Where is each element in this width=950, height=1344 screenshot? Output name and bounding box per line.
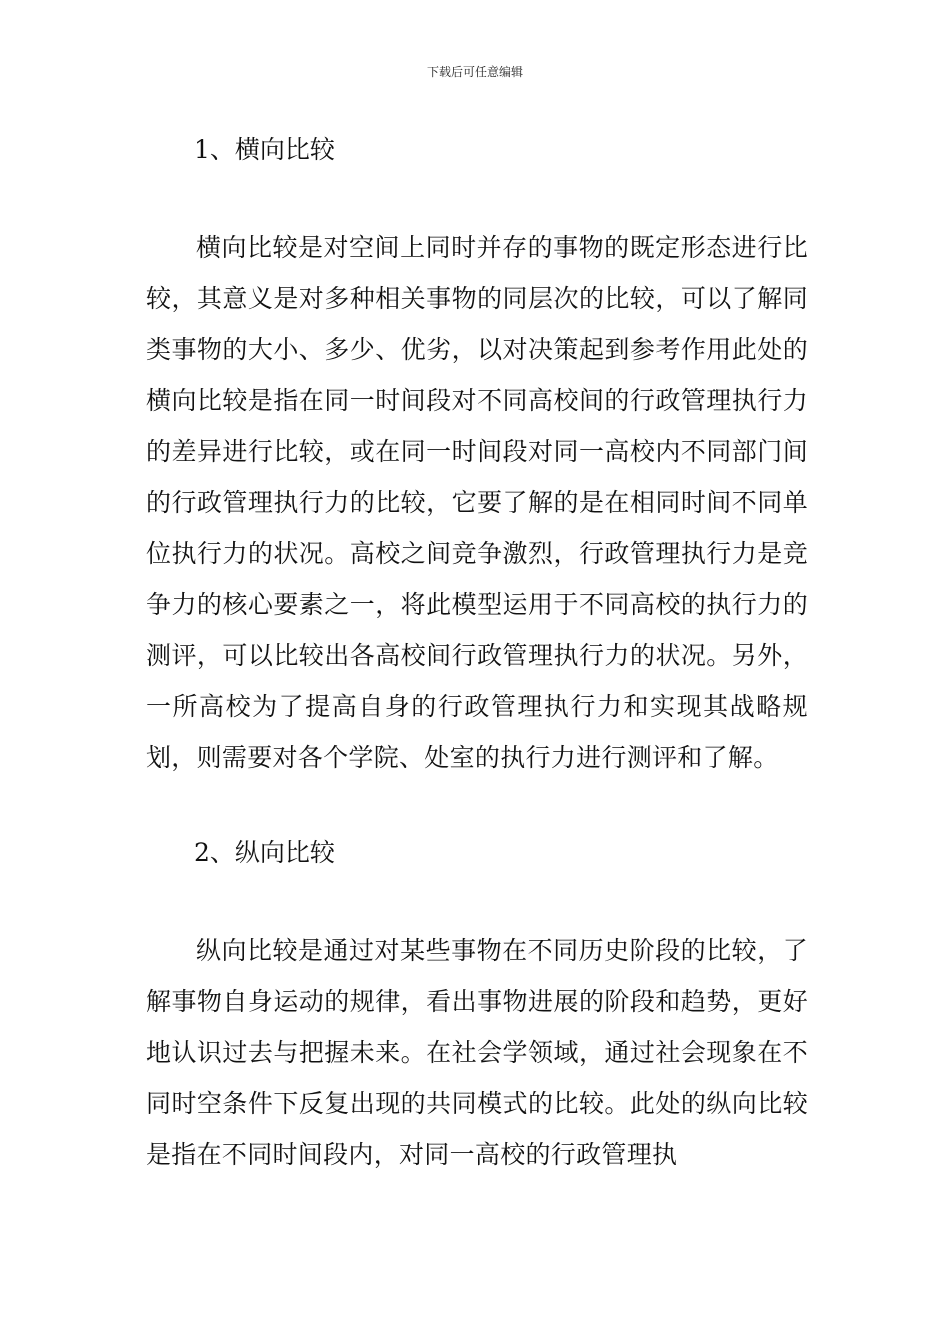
section-paragraph-1: 横向比较是对空间上同时并存的事物的既定形态进行比较，其意义是对多种相关事物的同层次的比较，可以了解同类事物的大小、多少、优劣，以对决策起到参考作用此处的横向比较是指在同一时间段对不同高校间的行政管理执行力的差异进行比较，或在同一时间段对同一高校内不同部门间的行政管理执行力的比较，它要了解的是在相同时间不同单位执行力的状况。高校之间竞争激烈，行政管理执行力是竞争力的核心要素之一，将此模型运用于不同高校的执行力的测评，可以比较出各高校间行政管理执行力的状况。另外，一所高校为了提高自身的行政管理执行力和实现其战略规划，则需要对各个学院、处室的执行力进行测评和了解。 bbox=[146, 233, 808, 772]
section-heading-1: 1、横向比较 bbox=[194, 135, 335, 164]
document-body bbox=[146, 132, 808, 1180]
page-header: 下载后可任意编辑 bbox=[426, 65, 523, 79]
section-paragraph-2: 纵向比较是通过对某些事物在不同历史阶段的比较，了解事物自身运动的规律，看出事物进展的阶段和趋势，更好地认识过去与把握未来。在社会学领域，通过社会现象在不同时空条件下反复出现的共同模式的比较。此处的纵向比较是指在不同时间段内，对同一高校的行政管理执 bbox=[146, 936, 808, 1169]
section-heading-2: 2、纵向比较 bbox=[194, 838, 335, 867]
